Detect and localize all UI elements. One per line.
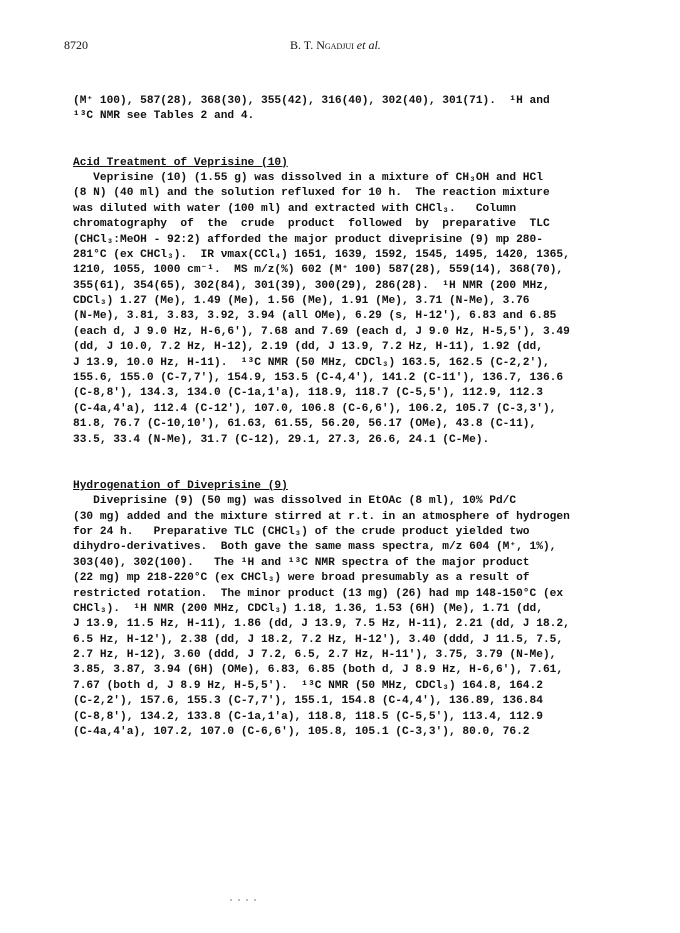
body-line: (8 N) (40 ml) and the solution refluxed for 10 h. The reaction mixture <box>73 187 550 200</box>
body-line: 81.8, 76.7 (C-10,10'), 61.63, 61.55, 56.20, 56.17 (OMe), 43.8 (C-11), <box>73 418 537 431</box>
body-line: 3.85, 3.87, 3.94 (6H) (OMe), 6.83, 6.85 (both d, J 8.9 Hz, H-6,6'), 7.61, <box>73 664 564 677</box>
body-line: (CHCl₃:MeOH - 92:2) afforded the major product diveprisine (9) mp 280- <box>73 233 543 246</box>
body-line: (M⁺ 100), 587(28), 368(30), 355(42), 316(40), 302(40), 301(71). ¹H and <box>73 95 550 107</box>
body-line: (30 mg) added and the mixture stirred at r.t. in an atmosphere of hydrogen <box>73 510 570 523</box>
body-line: (dd, J 10.0, 7.2 Hz, H-12), 2.19 (dd, J 13.9, 7.2 Hz, H-11), 1.92 (dd, <box>73 341 543 354</box>
body-line: Diveprisine (9) (50 mg) was dissolved in EtOAc (8 ml), 10% Pd/C <box>73 495 517 508</box>
body-line: (C-8,8'), 134.2, 133.8 (C-1a,1'a), 118.8, 118.5 (C-5,5'), 113.4, 112.9 <box>73 710 543 723</box>
body-line: (C-4a,4'a), 112.4 (C-12'), 107.0, 106.8 (C-6,6'), 106.2, 105.7 (C-3,3'), <box>73 402 557 415</box>
page-bottom-marks <box>230 888 290 892</box>
body-line: 281°C (ex CHCl₃). IR νmax(CCl₄) 1651, 1639, 1592, 1545, 1495, 1420, 1365, <box>73 248 570 261</box>
body-line: 6.5 Hz, H-12'), 2.38 (dd, J 18.2, 7.2 Hz, H-12'), 3.40 (ddd, J 11.5, 7.5, <box>73 633 564 646</box>
section1-lines <box>73 171 613 448</box>
body-line: CHCl₃). ¹H NMR (200 MHz, CDCl₃) 1.18, 1.36, 1.53 (6H) (Me), 1.71 (dd, <box>73 602 543 615</box>
body-line: was diluted with water (100 ml) and extracted with CHCl₃. Column <box>73 202 517 215</box>
body-line: (C-4a,4'a), 107.2, 107.0 (C-6,6'), 105.8, 105.1 (C-3,3'), 80.0, 76.2 <box>73 726 530 739</box>
body-line: 303(40), 302(100). The ¹H and ¹³C NMR spectra of the major product <box>73 556 530 569</box>
running-head-author: Ngadjui <box>316 38 354 52</box>
body-line: chromatography of the crude product followed by preparative TLC <box>73 218 550 231</box>
body-line: (each d, J 9.0 Hz, H-6,6'), 7.68 and 7.69 (each d, J 9.0 Hz, H-5,5'), 3.49 <box>73 325 570 338</box>
body-line: dihydro-derivatives. Both gave the same mass spectra, m/z 604 (M⁺, 1%), <box>73 541 557 554</box>
section-heading: Hydrogenation of Diveprisine (9) <box>73 479 288 492</box>
page-number: 8720 <box>64 38 88 52</box>
body-line: 155.6, 155.0 (C-7,7'), 154.9, 153.5 (C-4,4'), 141.2 (C-11'), 136.7, 136.6 <box>73 372 564 385</box>
body-line: Veprisine (10) (1.55 g) was dissolved in a mixture of CH₃OH and HCl <box>73 171 543 184</box>
block1 <box>73 94 613 125</box>
body-line: J 13.9, 10.0 Hz, H-11). ¹³C NMR (50 MHz, CDCl₃) 163.5, 162.5 (C-2,2'), <box>73 356 550 369</box>
body-line: 33.5, 33.4 (N-Me), 31.7 (C-12), 29.1, 27.3, 26.6, 24.1 (C-Me). <box>73 433 490 446</box>
body-line: (22 mg) mp 218-220°C (ex CHCl₃) were broad presumably as a result of <box>73 572 530 585</box>
body-line: J 13.9, 11.5 Hz, H-11), 1.86 (dd, J 13.9, 7.5 Hz, H-11), 2.21 (dd, J 18.2, <box>73 618 570 631</box>
body-line: ¹³C NMR see Tables 2 and 4. <box>73 110 255 123</box>
body-line: for 24 h. Preparative TLC (CHCl₃) of the crude product yielded two <box>73 525 530 538</box>
running-head: B. T. Ngadjui et al. <box>290 38 381 52</box>
body-line: 355(61), 354(65), 302(84), 301(39), 300(29), 286(28). ¹H NMR (200 MHz, <box>73 279 550 292</box>
body-line: (C-8,8'), 134.3, 134.0 (C-1a,1'a), 118.9, 118.7 (C-5,5'), 112.9, 112.3 <box>73 387 543 400</box>
article-body <box>73 94 613 740</box>
body-line: 2.7 Hz, H-12), 3.60 (ddd, J 7.2, 6.5, 2.7 Hz, H-11'), 3.75, 3.79 (N-Me), <box>73 649 557 662</box>
section-hydrogenation <box>73 479 613 741</box>
section-acid-treatment <box>73 156 613 448</box>
body-line: 7.67 (both d, J 8.9 Hz, H-5,5'). ¹³C NMR (50 MHz, CDCl₃) 164.8, 164.2 <box>73 679 543 692</box>
body-line: (N-Me), 3.81, 3.83, 3.92, 3.94 (all OMe), 6.29 (s, H-12'), 6.83 and 6.85 <box>73 310 557 323</box>
page-header <box>64 38 620 54</box>
body-line: (C-2,2'), 157.6, 155.3 (C-7,7'), 155.1, 154.8 (C-4,4'), 136.89, 136.84 <box>73 695 543 708</box>
section-heading: Acid Treatment of Veprisine (10) <box>73 156 288 169</box>
body-line: 1210, 1055, 1000 cm⁻¹. MS m/z(%) 602 (M⁺ 100) 587(28), 559(14), 368(70), <box>73 264 564 277</box>
section2-lines <box>73 494 613 740</box>
body-line: restricted rotation. The minor product (13 mg) (26) had mp 148-150°C (ex <box>73 587 564 600</box>
body-line: CDCl₃) 1.27 (Me), 1.49 (Me), 1.56 (Me), 1.91 (Me), 3.71 (N-Me), 3.76 <box>73 295 530 308</box>
